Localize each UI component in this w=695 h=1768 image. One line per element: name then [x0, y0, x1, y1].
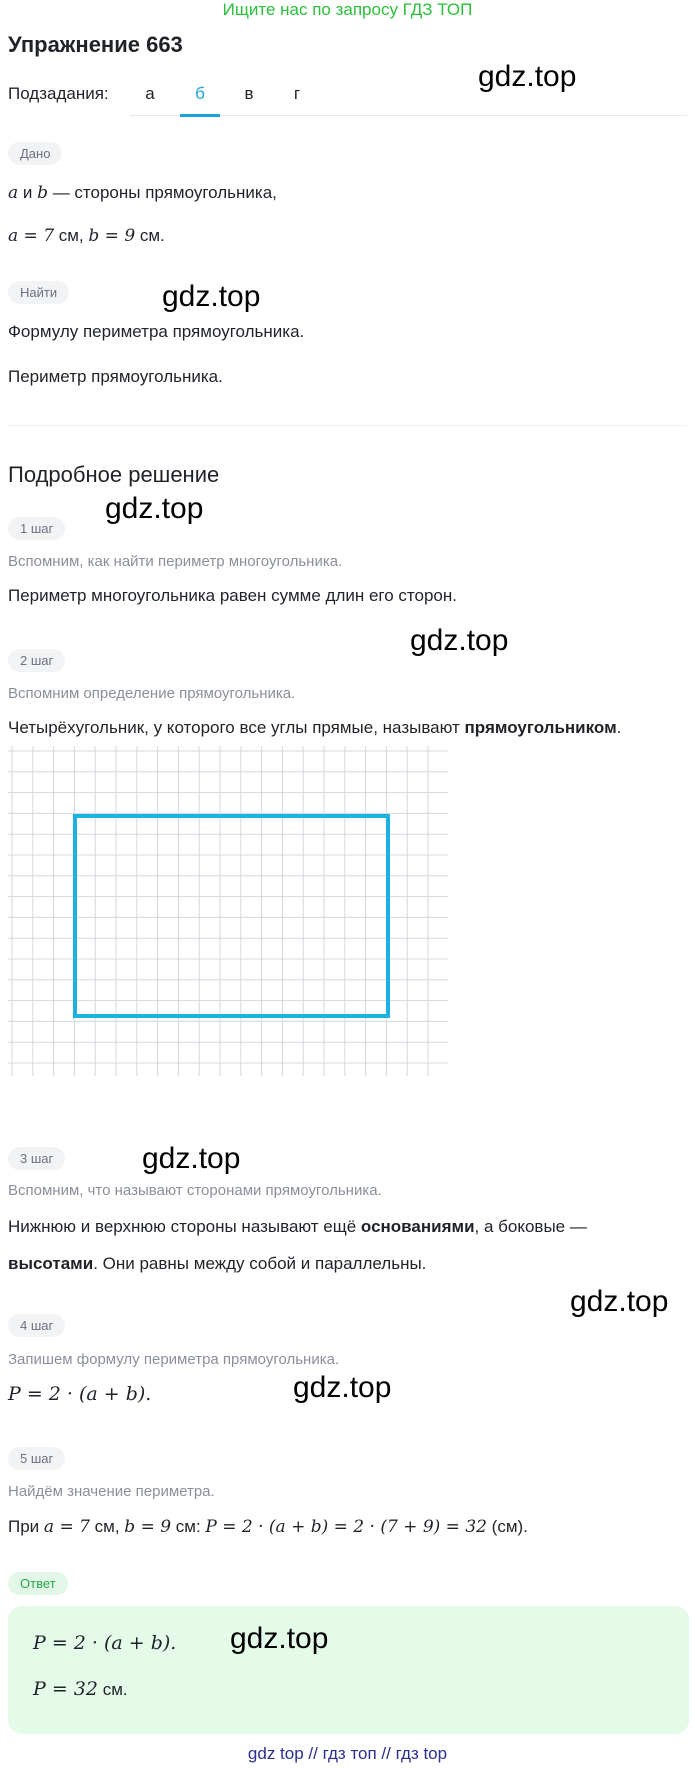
step-4-hint: Запишем формулу периметра прямоугольника.: [8, 1351, 340, 1368]
answer-line-2: P = 32 см.: [33, 1678, 128, 1700]
step-4-formula: P = 2 · (a + b).: [8, 1383, 152, 1405]
tab-a[interactable]: а: [145, 84, 155, 103]
step-1-hint: Вспомним, как найти периметр многоугольника.: [8, 553, 343, 570]
step-3-text-line-1: Нижнюю и верхнюю стороны называют ещё основаниями, а боковые —: [8, 1217, 587, 1236]
step-3-chip: 3 шаг: [8, 1147, 65, 1170]
watermark: gdz.top: [570, 1285, 669, 1318]
footer-links[interactable]: gdz top // гдз топ // гдз top: [247, 1744, 448, 1763]
tab-b[interactable]: б: [195, 84, 205, 103]
watermark: gdz.top: [293, 1371, 392, 1404]
find-line-2: Периметр прямоугольника.: [8, 367, 223, 386]
step-5-text: При a = 7 см, b = 9 см: P = 2 · (a + b) = 2 · (7 + 9) = 32 (см).: [8, 1517, 528, 1537]
watermark: gdz.top: [142, 1142, 241, 1175]
given-line-1: a и b — стороны прямоугольника,: [8, 183, 277, 203]
given-line-2: a = 7 см, b = 9 см.: [8, 226, 165, 246]
step-1-text: Периметр многоугольника равен сумме длин его сторон.: [8, 586, 457, 605]
step-1-chip: 1 шаг: [8, 517, 65, 540]
watermark: gdz.top: [230, 1622, 329, 1655]
tab-g[interactable]: г: [293, 84, 301, 103]
watermark: gdz.top: [410, 624, 509, 657]
given-chip: Дано: [8, 142, 62, 165]
watermark: gdz.top: [162, 280, 261, 313]
find-chip: Найти: [8, 281, 69, 304]
section-divider: [8, 425, 687, 426]
answer-line-1: P = 2 · (a + b).: [33, 1632, 177, 1654]
step-3-text-line-2: высотами. Они равны между собой и параллельны.: [8, 1254, 427, 1273]
answer-box: [8, 1606, 689, 1734]
solution-title: Подробное решение: [8, 462, 220, 487]
step-3-hint: Вспомним, что называют сторонами прямоугольника.: [8, 1182, 382, 1199]
watermark: gdz.top: [105, 492, 204, 525]
rectangle-shape: [75, 816, 388, 1016]
answer-chip: Ответ: [8, 1572, 68, 1595]
search-banner[interactable]: Ищите нас по запросу ГДЗ ТОП: [222, 0, 473, 19]
step-5-hint: Найдём значение периметра.: [8, 1483, 215, 1500]
tab-v[interactable]: в: [244, 84, 254, 103]
rectangle-grid-figure: [8, 746, 448, 1076]
step-2-chip: 2 шаг: [8, 649, 65, 672]
active-tab-indicator: [180, 114, 220, 117]
find-line-1: Формулу периметра прямоугольника.: [8, 322, 305, 341]
step-4-chip: 4 шаг: [8, 1314, 65, 1337]
subtasks-label: Подзадания:: [8, 84, 109, 103]
watermark: gdz.top: [478, 60, 577, 93]
step-2-text: Четырёхугольник, у которого все углы прямые, называют прямоугольником.: [8, 718, 622, 737]
step-2-hint: Вспомним определение прямоугольника.: [8, 685, 296, 702]
step-5-chip: 5 шаг: [8, 1447, 65, 1470]
page-title: Упражнение 663: [8, 32, 183, 57]
